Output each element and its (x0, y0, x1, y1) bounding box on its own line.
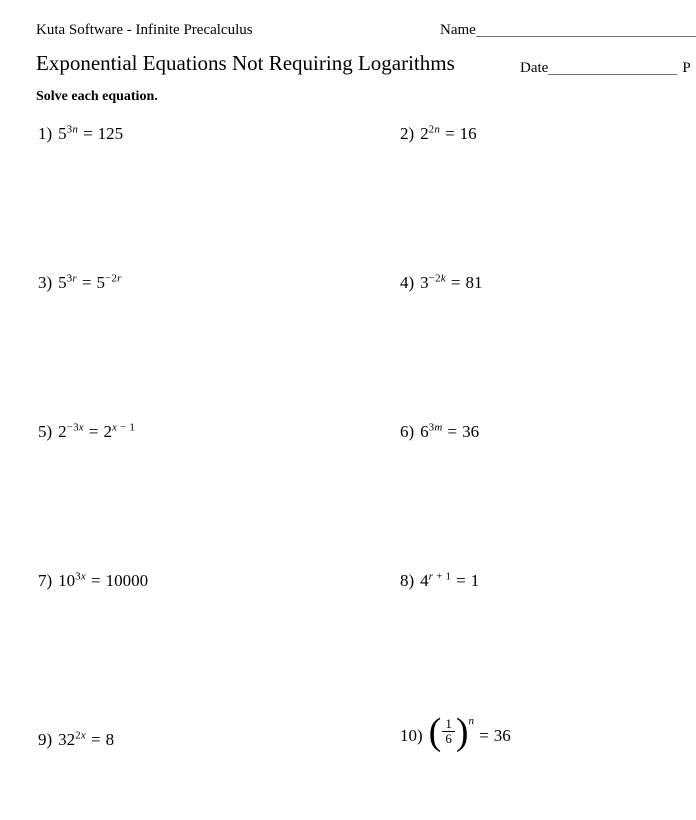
equals-sign: = (450, 273, 461, 292)
problem-5 (38, 421, 135, 443)
worksheet-title: Exponential Equations Not Requiring Logarithms (36, 51, 455, 75)
equation-term: 1 (470, 571, 480, 590)
problem-3 (38, 272, 122, 294)
instructions: Solve each equation. (36, 89, 158, 104)
equation-term: 4 (420, 571, 429, 590)
problem-number: 1) (38, 124, 53, 143)
problem-2 (400, 123, 477, 145)
exponent: 3x (75, 570, 86, 583)
software-header: Kuta Software - Infinite Precalculus (36, 22, 253, 38)
exponent: 3n (66, 123, 79, 136)
exponent: −3x (66, 421, 84, 434)
equation (58, 273, 121, 292)
equation-term: 10 (58, 571, 76, 590)
equation (58, 730, 114, 749)
date-field (520, 59, 696, 77)
equation-term: 125 (97, 124, 124, 143)
equals-sign: = (456, 571, 466, 590)
exponent: −2r (104, 272, 122, 285)
equation (58, 422, 135, 441)
equation (58, 571, 148, 590)
equation (420, 273, 482, 292)
problem-8 (400, 570, 479, 592)
equation-term: 2 (58, 422, 67, 441)
equation-term: 32 (58, 730, 76, 749)
problem-number: 7) (38, 571, 53, 590)
period-label: P (682, 60, 691, 76)
name-label: Name (440, 22, 476, 38)
equation-term: 2 (103, 422, 112, 441)
problem-7 (38, 570, 148, 592)
fraction-denominator: 6 (442, 731, 455, 746)
equals-sign: = (479, 725, 489, 745)
date-underline (548, 59, 677, 75)
problem-number: 10) (400, 725, 423, 745)
equation-term: 6 (420, 422, 429, 441)
equation (428, 710, 511, 753)
equation-term: 3 (420, 273, 429, 292)
fraction-numerator: 1 (445, 716, 452, 731)
equals-sign: = (88, 422, 99, 441)
exponent: 2n (428, 123, 441, 136)
exponent: 3m (428, 421, 443, 434)
equation (420, 571, 479, 590)
problem-number: 9) (38, 730, 53, 749)
exponent: r + 1 (428, 570, 452, 583)
problem-4 (400, 272, 482, 294)
equation-term: 5 (58, 124, 67, 143)
equation-term: 2 (420, 124, 429, 143)
problem-number: 4) (400, 273, 415, 292)
equals-sign: = (83, 124, 93, 143)
equation-term: 16 (459, 124, 477, 143)
equation-term: 5 (96, 273, 105, 292)
exponent: 2x (75, 729, 86, 742)
problem-number: 3) (38, 273, 53, 292)
equation-term: 36 (493, 725, 511, 745)
equals-sign: = (81, 273, 92, 292)
problem-9 (38, 729, 114, 751)
problem-number: 6) (400, 422, 415, 441)
exponent: −2k (428, 272, 446, 285)
problem-10 (400, 710, 511, 753)
problem-1 (38, 123, 123, 145)
date-label: Date (520, 60, 549, 76)
equation-term: 10000 (105, 571, 149, 590)
name-field (440, 21, 696, 39)
equation (420, 124, 477, 143)
exponent: x − 1 (111, 421, 136, 434)
equals-sign: = (447, 422, 458, 441)
problem-6 (400, 421, 479, 443)
equation-term: 36 (462, 422, 480, 441)
fraction (442, 717, 455, 747)
equation-term: 8 (105, 730, 115, 749)
exponent: 3r (66, 272, 77, 285)
equation-term: 5 (58, 273, 67, 292)
equation (420, 422, 479, 441)
open-paren: ( (428, 710, 442, 753)
problem-number: 5) (38, 422, 53, 441)
equation-term: 81 (465, 273, 483, 292)
problem-number: 8) (400, 571, 415, 590)
equation (58, 124, 123, 143)
exponent: n (468, 715, 475, 728)
equals-sign: = (90, 730, 101, 749)
equals-sign: = (90, 571, 101, 590)
problem-number: 2) (400, 124, 415, 143)
close-paren: ) (455, 710, 469, 753)
name-underline (476, 21, 696, 37)
equals-sign: = (445, 124, 455, 143)
